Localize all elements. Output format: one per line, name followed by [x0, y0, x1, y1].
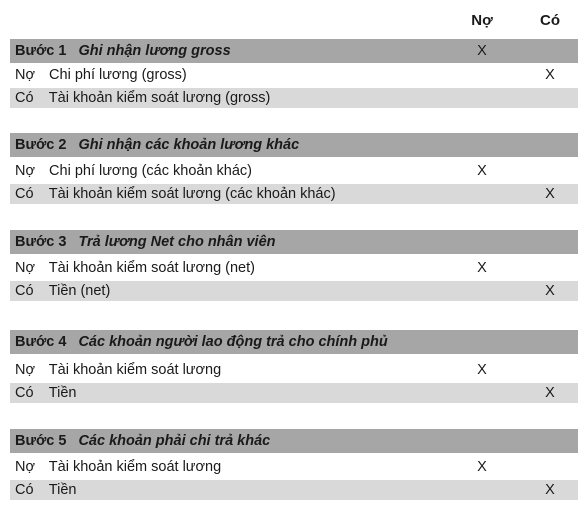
- step-4-header: [10, 330, 578, 354]
- step-3-credit-line: [10, 281, 578, 301]
- entry-side: Nợ: [15, 67, 35, 83]
- step-number: Bước 3: [15, 234, 67, 250]
- account-name: Tiền (net): [48, 283, 111, 299]
- debit-mark: X: [477, 459, 487, 475]
- account-name: Tài khoản kiểm soát lương (các khoản khác): [48, 186, 336, 202]
- account-name: Tài khoản kiểm soát lương: [48, 459, 222, 475]
- debit-mark: X: [477, 362, 487, 378]
- account-name: Tài khoản kiểm soát lương (gross): [48, 90, 271, 106]
- debit-mark: X: [477, 163, 487, 179]
- step-title: Trả lương Net cho nhân viên: [78, 234, 276, 250]
- entry-side: Có: [15, 482, 34, 498]
- step-number: Bước 4: [15, 334, 67, 350]
- account-name: Tài khoản kiểm soát lương (net): [48, 260, 255, 276]
- account-name: Chi phí lương (gross): [49, 67, 187, 83]
- account-name: Tài khoản kiểm soát lương: [48, 362, 222, 378]
- step-1-credit-line: [10, 88, 578, 108]
- entry-side: Nợ: [15, 362, 35, 378]
- step-4-debit-line: [10, 360, 578, 380]
- step-number: Bước 5: [15, 433, 67, 449]
- step-title: Ghi nhận lương gross: [78, 43, 231, 59]
- entry-side: Có: [15, 283, 34, 299]
- step-2-header: [10, 133, 578, 157]
- account-name: Tiền: [48, 385, 77, 401]
- step-1-debit-line: [10, 65, 578, 85]
- step-2-credit-line: [10, 184, 578, 204]
- entry-side: Có: [15, 186, 34, 202]
- credit-column-header: Có: [540, 12, 560, 29]
- step-5-debit-line: [10, 457, 578, 477]
- account-name: Tiền: [48, 482, 77, 498]
- credit-mark: X: [545, 67, 555, 83]
- step-2-debit-line: [10, 161, 578, 181]
- step-3-debit-line: [10, 258, 578, 278]
- step-title: Ghi nhận các khoản lương khác: [78, 137, 300, 153]
- debit-column-header: Nợ: [471, 12, 493, 29]
- step-number: Bước 2: [15, 137, 67, 153]
- step-4-credit-line: [10, 383, 578, 403]
- step-number: Bước 1: [15, 43, 67, 59]
- entry-side: Nợ: [15, 163, 35, 179]
- account-name: Chi phí lương (các khoản khác): [49, 163, 253, 179]
- entry-side: Có: [15, 385, 34, 401]
- debit-mark: X: [477, 260, 487, 276]
- step-title: Các khoản phải chi trả khác: [78, 433, 271, 449]
- credit-mark: X: [545, 385, 555, 401]
- entry-side: Nợ: [15, 260, 35, 276]
- step-5-header: [10, 429, 578, 453]
- step-1-header: [10, 39, 578, 63]
- entry-side: Có: [15, 90, 34, 106]
- step-title: Các khoản người lao động trả cho chính phủ: [78, 334, 388, 350]
- step-5-credit-line: [10, 480, 578, 500]
- entry-side: Nợ: [15, 459, 35, 475]
- credit-mark: X: [545, 283, 555, 299]
- credit-mark: X: [545, 482, 555, 498]
- step-3-header: [10, 230, 578, 254]
- credit-mark: X: [545, 186, 555, 202]
- debit-mark: X: [477, 43, 487, 59]
